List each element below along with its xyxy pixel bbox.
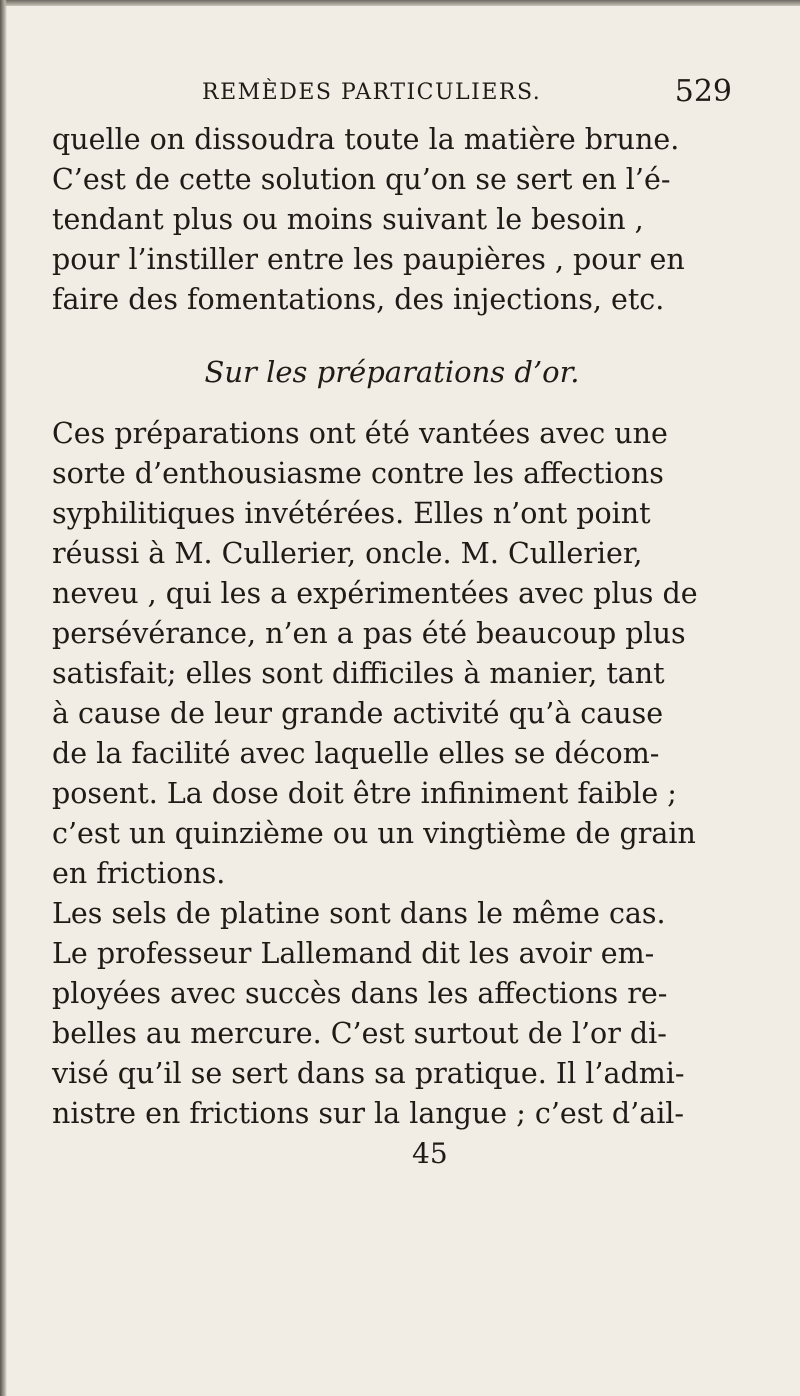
paragraph-1 [52, 120, 732, 320]
signature-mark: 45 [412, 1137, 448, 1170]
page-top-edge [0, 0, 800, 6]
text-line: persévérance, n’en a pas été beaucoup plus [52, 617, 686, 650]
text-line: Le professeur Lallemand dit les avoir em- [52, 937, 655, 970]
page-left-edge [0, 0, 7, 1396]
paragraph-3 [52, 894, 732, 1134]
page-number: 529 [674, 74, 732, 109]
text-line: visé qu’il se sert dans sa pratique. Il l’admi- [52, 1057, 685, 1090]
text-line: quelle on dissoudra toute la matière brune. [52, 123, 680, 156]
text-line: Les sels de platine sont dans le même cas. [52, 897, 666, 930]
text-line: pour l’instiller entre les paupières , pour en [52, 243, 685, 276]
book-page [52, 70, 732, 1174]
text-line: de la facilité avec laquelle elles se décom- [52, 737, 660, 770]
text-line: nistre en frictions sur la langue ; c’est d’ail- [52, 1097, 685, 1130]
text-line: faire des fomentations, des injections, etc. [52, 283, 665, 316]
text-line: satisfait; elles sont difficiles à manier, tant [52, 657, 665, 690]
text-line: belles au mercure. C’est surtout de l’or di- [52, 1017, 667, 1050]
paragraph-2 [52, 414, 732, 894]
text-line: posent. La dose doit être infiniment faible ; [52, 777, 677, 810]
text-line: sorte d’enthousiasme contre les affections [52, 457, 664, 490]
running-title: REMÈDES PARTICULIERS. [202, 80, 542, 105]
running-head [52, 70, 732, 120]
text-line: C’est de cette solution qu’on se sert en l’é- [52, 163, 671, 196]
text-line: Ces préparations ont été vantées avec une [52, 417, 668, 450]
text-line: c’est un quinzième ou un vingtième de grain [52, 817, 696, 850]
text-line: tendant plus ou moins suivant le besoin , [52, 203, 644, 236]
text-line: ployées avec succès dans les affections re- [52, 977, 668, 1010]
text-line: à cause de leur grande activité qu’à cause [52, 697, 664, 730]
text-line: en frictions. [52, 857, 226, 890]
text-line: réussi à M. Cullerier, oncle. M. Cullerier, [52, 537, 643, 570]
section-heading: Sur les préparations d’or. [204, 355, 580, 389]
text-line: neveu , qui les a expérimentées avec plus de [52, 577, 698, 610]
text-line: syphilitiques invétérées. Elles n’ont point [52, 497, 651, 530]
body-text [52, 120, 732, 1174]
